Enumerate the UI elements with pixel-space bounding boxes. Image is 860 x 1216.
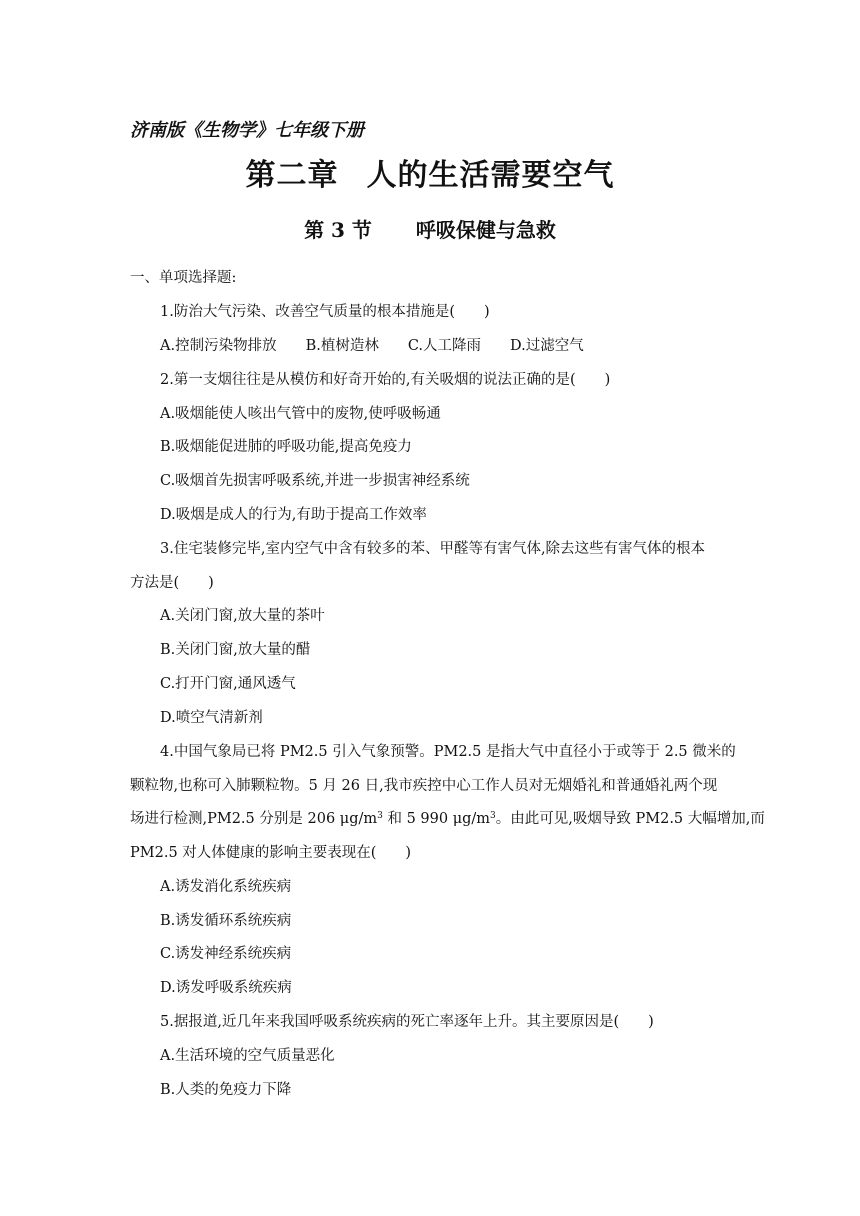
option-2d: D.吸烟是成人的行为,有助于提高工作效率: [160, 507, 427, 523]
option-4a: A.诱发消化系统疾病: [160, 879, 292, 895]
question-stem-2: 2.第一支烟往往是从模仿和好奇开始的,有关吸烟的说法正确的是( ): [160, 372, 611, 388]
superscript: 3: [377, 811, 383, 821]
option-2b: B.吸烟能促进肺的呼吸功能,提高免疫力: [160, 439, 412, 455]
question-stem-1: 1.防治大气污染、改善空气质量的根本措施是( ): [160, 304, 490, 320]
option-3a: A.关闭门窗,放大量的茶叶: [160, 608, 325, 624]
question-stem-4-line4: PM2.5 对人体健康的影响主要表现在( ): [130, 845, 412, 861]
option-2a: A.吸烟能使人咳出气管中的废物,使呼吸畅通: [160, 406, 441, 422]
chapter-number: 第二章: [245, 158, 339, 193]
chapter-title: 人的生活需要空气: [366, 158, 615, 193]
question-options-1: A.控制污染物排放 B.植树造林 C.人工降雨 D.过滤空气: [160, 338, 584, 354]
chapter-heading: [0, 150, 860, 194]
section-heading: [0, 214, 860, 243]
option-3d: D.喷空气清新剂: [160, 710, 263, 726]
option-4c: C.诱发神经系统疾病: [160, 946, 292, 962]
option-5a: A.生活环境的空气质量恶化: [160, 1048, 335, 1064]
option-3b: B.关闭门窗,放大量的醋: [160, 642, 311, 658]
question-stem-5: 5.据报道,近几年来我国呼吸系统疾病的死亡率逐年上升。其主要原因是( ): [160, 1014, 654, 1030]
question-stem-4-line1: 4.中国气象局已将 PM2.5 引入气象预警。PM2.5 是指大气中直径小于或等于 2.5 微米的: [160, 744, 736, 760]
superscript: 3: [490, 811, 496, 821]
part-title: 一、单项选择题:: [130, 270, 237, 286]
question-stem-3-line1: 3.住宅装修完毕,室内空气中含有较多的苯、甲醛等有害气体,除去这些有害气体的根本: [160, 541, 706, 557]
section-number: 第 3 节: [304, 218, 372, 242]
option-3c: C.打开门窗,通风透气: [160, 676, 296, 692]
section-title: 呼吸保健与急救: [415, 218, 556, 242]
option-4d: D.诱发呼吸系统疾病: [160, 980, 292, 996]
question-stem-4-line2: 颗粒物,也称可入肺颗粒物。5 月 26 日,我市疾控中心工作人员对无烟婚礼和普通婚礼两个现: [130, 778, 718, 794]
option-2c: C.吸烟首先损害呼吸系统,并进一步损害神经系统: [160, 473, 470, 489]
question-stem-3-line2: 方法是( ): [130, 575, 214, 591]
textbook-series-title: 济南版《生物学》七年级下册: [130, 120, 364, 141]
option-4b: B.诱发循环系统疾病: [160, 913, 292, 929]
question-stem-4-line3: 场进行检测,PM2.5 分别是 206 $\mu g/m^3$ 和 5 990 $\mu g/m^3$。由此可见,吸烟导致 PM2.5 大幅增加,而: [130, 811, 765, 827]
option-5b: B.人类的免疫力下降: [160, 1082, 292, 1098]
